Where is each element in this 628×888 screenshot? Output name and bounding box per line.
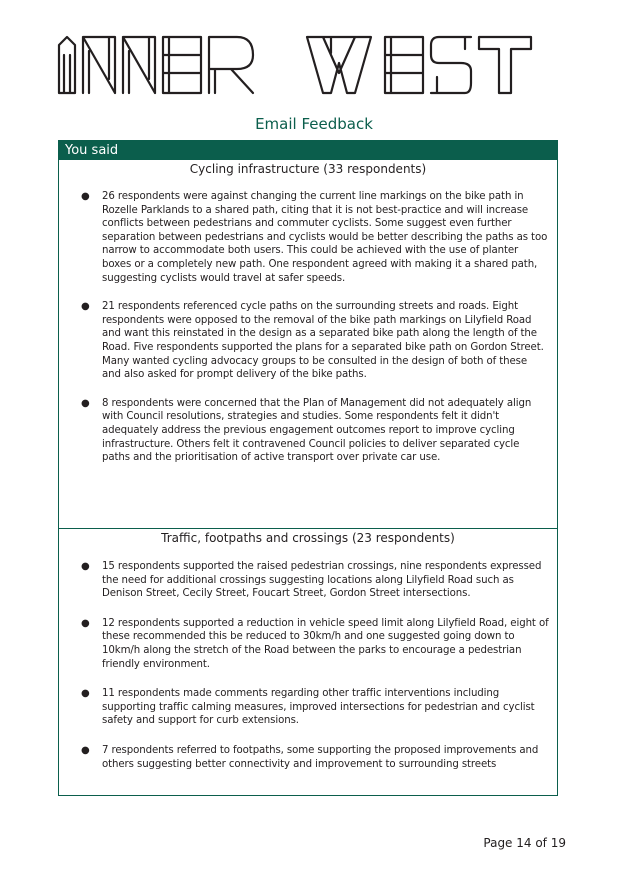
list-item: ● 15 respondents supported the raised pedestrian crossings, nine respondents expressed the need for additional crossings suggesting locations along Lilyfield Road such as Denison Street, Cecily Street, Foucart Street, Gordon Street intersections.: [81, 561, 542, 600]
section-title-cycling: Cycling infrastructure (33 respondents): [189, 162, 427, 176]
inner-west-logo: [55, 33, 535, 97]
section-title-traffic: Traffic, footpaths and crossings (23 respondents): [161, 531, 455, 545]
bullet-icon: ●: [81, 301, 90, 313]
list-item: ● 26 respondents were against changing the current line markings on the bike path in Rozelle Parklands to a shared path, citing that it is not best-practice and will increase conflicts between pedestrians and commuter cyclists. Some suggest even further separation between pedestrians and cyclists would be better describing the paths as too narrow to accommodate both users. This could be achieved with the use of planter boxes or a completely new path. One respondent agreed with making it a shared path, suggesting cyclists would travel at safer speeds.: [81, 191, 548, 284]
bullet-icon: ●: [81, 397, 90, 409]
list-item: ● 11 respondents made comments regarding other traffic interventions including supporting traffic calming measures, improved intersections for pedestrian and cyclist safety and support for curb extensions.: [81, 688, 535, 727]
bullet-icon: ●: [81, 191, 90, 202]
list-item: ● 8 respondents were concerned that the Plan of Management did not adequately align with Council resolutions, strategies and studies. Some respondents felt it didn't adequately address the previous engagement outcomes report to improve cycling infrastructure. Others felt it contravened Council policies to deliver separated cycle paths and the prioritisation of active transport over private car use.: [81, 397, 532, 464]
feedback-box: [58, 140, 558, 796]
bullet-icon: ●: [81, 688, 90, 700]
list-item: ● 12 respondents supported a reduction in vehicle speed limit along Lilyfield Road, eight of these recommended this be reduced to 30km/h and one suggested going down to 10km/h along the stretch of the Road between the parks to encourage a pedestrian friendly environment.: [81, 617, 549, 670]
list-item: ● 7 respondents referred to footpaths, some supporting the proposed improvements and others suggesting better connectivity and improvement to surrounding streets: [81, 744, 539, 770]
cycling-bullet-list: [59, 190, 557, 465]
you-said-bar: You said: [59, 141, 557, 160]
section-divider: [59, 528, 557, 529]
bullet-icon: ●: [81, 617, 90, 629]
bullet-icon: ●: [81, 744, 90, 756]
bullet-icon: ●: [81, 561, 90, 572]
page-number: Page 14 of 19: [483, 836, 566, 850]
list-item: ● 21 respondents referenced cycle paths on the surrounding streets and roads. Eight respondents were opposed to the removal of the bike path markings on Lilyfield Road and want this reinstated in the design as a separated bike path along the length of the Road. Five respondents supported the plans for a separated bike path on Gordon Street. Many wanted cycling advocacy groups to be consulted in the design of both of these and also asked for prompt delivery of the bike paths.: [81, 301, 544, 381]
page-heading: Email Feedback: [255, 115, 373, 133]
traffic-bullet-list: [59, 560, 557, 771]
